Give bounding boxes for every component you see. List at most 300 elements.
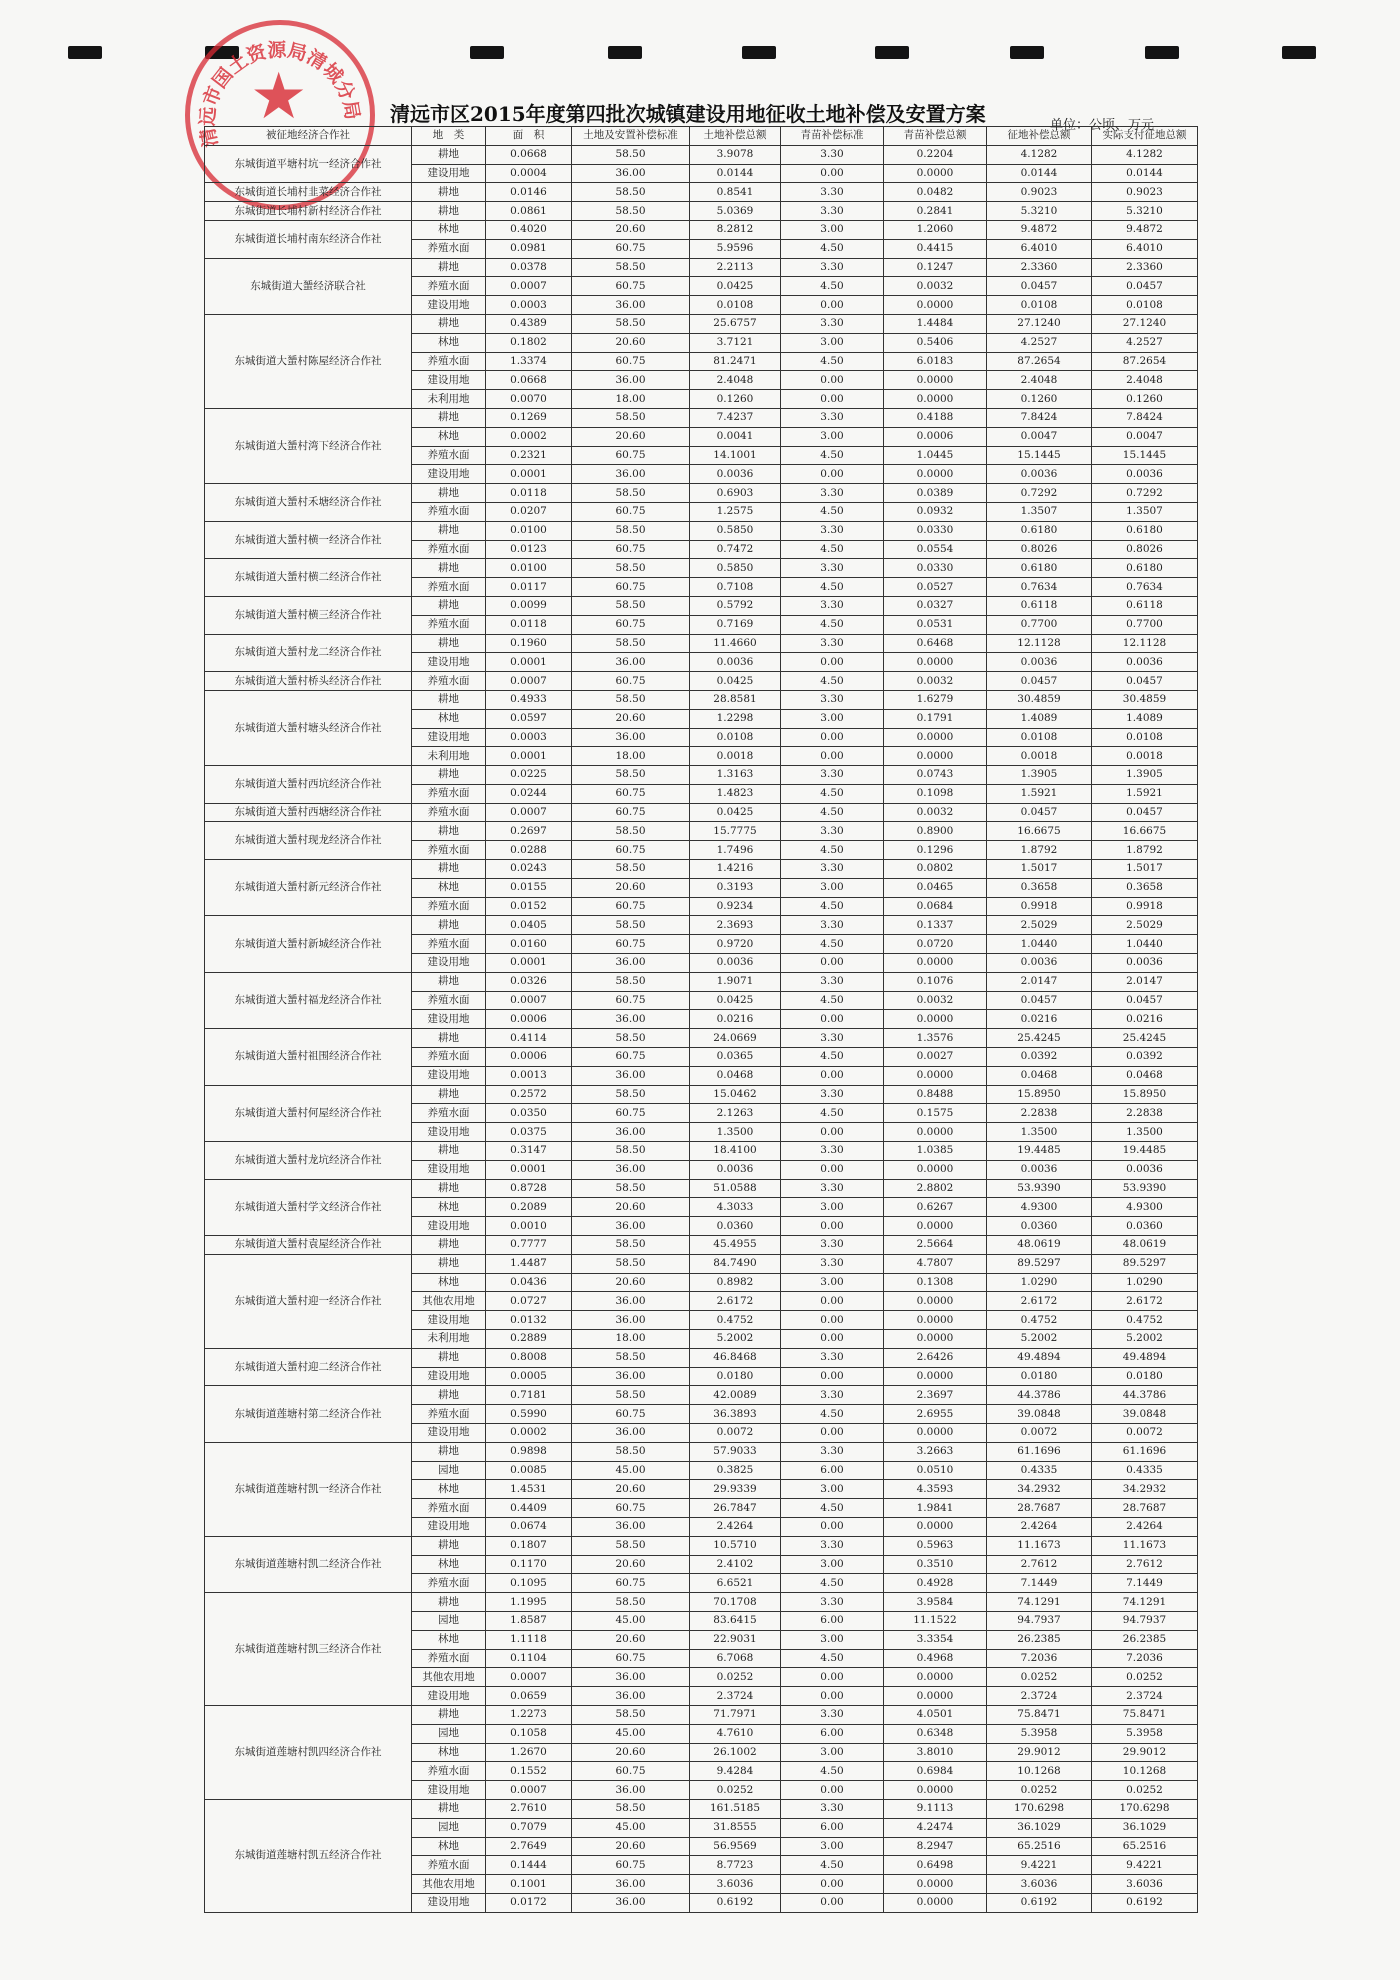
table-cell: 6.00 <box>781 1611 884 1630</box>
cooperative-name-cell: 东城街道长埔村南东经济合作社 <box>205 220 412 258</box>
table-cell: 6.00 <box>781 1724 884 1743</box>
table-cell: 0.5990 <box>486 1405 572 1424</box>
table-cell: 其他农用地 <box>412 1875 486 1894</box>
table-cell: 0.0018 <box>987 747 1092 766</box>
table-row <box>205 1236 1198 1255</box>
table-cell: 养殖水面 <box>412 352 486 371</box>
table-cell: 14.1001 <box>690 446 781 465</box>
table-cell: 20.60 <box>572 1273 690 1292</box>
table-cell: 26.2385 <box>1092 1630 1198 1649</box>
punch-hole <box>470 46 504 59</box>
table-cell: 5.2002 <box>987 1330 1092 1349</box>
table-cell: 1.8792 <box>1092 841 1198 860</box>
table-cell: 0.4409 <box>486 1499 572 1518</box>
table-cell: 0.1337 <box>884 916 987 935</box>
table-cell: 58.50 <box>572 145 690 164</box>
table-cell: 0.0036 <box>1092 1160 1198 1179</box>
cooperative-name-cell: 东城街道大蜑经济联合社 <box>205 258 412 314</box>
table-cell: 耕地 <box>412 1593 486 1612</box>
table-cell: 0.0000 <box>884 1687 987 1706</box>
table-cell: 58.50 <box>572 1348 690 1367</box>
table-cell: 15.0462 <box>690 1085 781 1104</box>
cooperative-name-cell: 东城街道大蜑村横一经济合作社 <box>205 521 412 559</box>
table-row <box>205 521 1198 540</box>
table-cell: 0.0000 <box>884 1311 987 1330</box>
table-cell: 2.6955 <box>884 1405 987 1424</box>
table-cell: 51.0588 <box>690 1179 781 1198</box>
cooperative-name-cell: 东城街道莲塘村凯五经济合作社 <box>205 1799 412 1912</box>
table-cell: 0.7292 <box>987 484 1092 503</box>
table-cell: 34.2932 <box>1092 1480 1198 1499</box>
table-cell: 45.00 <box>572 1611 690 1630</box>
table-cell: 0.00 <box>781 1517 884 1536</box>
table-cell: 0.7634 <box>987 578 1092 597</box>
table-cell: 1.3905 <box>987 766 1092 785</box>
table-cell: 养殖水面 <box>412 1104 486 1123</box>
table-cell: 0.0457 <box>987 991 1092 1010</box>
cooperative-name-cell: 东城街道大蜑村陈屋经济合作社 <box>205 314 412 408</box>
table-cell: 0.0000 <box>884 371 987 390</box>
table-cell: 耕地 <box>412 972 486 991</box>
table-row <box>205 1254 1198 1273</box>
table-cell: 0.00 <box>781 1311 884 1330</box>
table-cell: 36.00 <box>572 296 690 315</box>
table-cell: 58.50 <box>572 521 690 540</box>
table-cell: 0.0072 <box>690 1423 781 1442</box>
table-cell: 0.1308 <box>884 1273 987 1292</box>
table-cell: 0.0482 <box>884 183 987 202</box>
table-cell: 0.0000 <box>884 390 987 409</box>
table-cell: 0.0405 <box>486 916 572 935</box>
table-cell: 2.6426 <box>884 1348 987 1367</box>
table-cell: 林地 <box>412 427 486 446</box>
table-cell: 0.0072 <box>1092 1423 1198 1442</box>
table-cell: 15.1445 <box>987 446 1092 465</box>
table-cell: 3.00 <box>781 1630 884 1649</box>
punch-hole <box>68 46 102 59</box>
table-cell: 建设用地 <box>412 954 486 973</box>
table-cell: 170.6298 <box>987 1799 1092 1818</box>
table-cell: 0.0436 <box>486 1273 572 1292</box>
table-cell: 养殖水面 <box>412 803 486 822</box>
table-cell: 12.1128 <box>987 634 1092 653</box>
table-cell: 0.1260 <box>690 390 781 409</box>
table-cell: 0.0007 <box>486 672 572 691</box>
table-cell: 58.50 <box>572 822 690 841</box>
table-row <box>205 183 1198 202</box>
table-cell: 园地 <box>412 1461 486 1480</box>
table-cell: 0.0007 <box>486 1668 572 1687</box>
table-cell: 0.0108 <box>1092 728 1198 747</box>
table-cell: 0.0244 <box>486 784 572 803</box>
table-cell: 0.7472 <box>690 540 781 559</box>
table-cell: 0.0146 <box>486 183 572 202</box>
table-cell: 4.50 <box>781 935 884 954</box>
table-cell: 4.50 <box>781 540 884 559</box>
table-cell: 耕地 <box>412 634 486 653</box>
table-cell: 58.50 <box>572 972 690 991</box>
table-cell: 74.1291 <box>987 1593 1092 1612</box>
table-cell: 0.0000 <box>884 1123 987 1142</box>
table-cell: 28.7687 <box>987 1499 1092 1518</box>
table-cell: 49.4894 <box>1092 1348 1198 1367</box>
table-cell: 16.6675 <box>987 822 1092 841</box>
table-cell: 1.8587 <box>486 1611 572 1630</box>
table-cell: 0.0425 <box>690 803 781 822</box>
table-cell: 1.2273 <box>486 1705 572 1724</box>
table-cell: 0.0000 <box>884 747 987 766</box>
table-cell: 0.0018 <box>1092 747 1198 766</box>
table-cell: 0.7108 <box>690 578 781 597</box>
table-cell: 36.1029 <box>987 1818 1092 1837</box>
table-cell: 9.1113 <box>884 1799 987 1818</box>
table-cell: 3.00 <box>781 1480 884 1499</box>
table-row <box>205 258 1198 277</box>
table-cell: 0.00 <box>781 747 884 766</box>
table-cell: 3.30 <box>781 258 884 277</box>
table-cell: 36.00 <box>572 1423 690 1442</box>
table-cell: 0.0000 <box>884 1423 987 1442</box>
table-cell: 0.0802 <box>884 860 987 879</box>
table-cell: 0.0327 <box>884 596 987 615</box>
table-cell: 0.0005 <box>486 1367 572 1386</box>
table-cell: 0.0330 <box>884 521 987 540</box>
table-cell: 1.2575 <box>690 502 781 521</box>
table-cell: 0.0180 <box>1092 1367 1198 1386</box>
table-cell: 15.1445 <box>1092 446 1198 465</box>
cooperative-name-cell: 东城街道莲塘村凯四经济合作社 <box>205 1705 412 1799</box>
table-cell: 22.9031 <box>690 1630 781 1649</box>
table-cell: 0.0457 <box>987 277 1092 296</box>
table-cell: 3.30 <box>781 145 884 164</box>
table-cell: 0.0252 <box>987 1781 1092 1800</box>
table-cell: 3.30 <box>781 1799 884 1818</box>
table-cell: 15.7775 <box>690 822 781 841</box>
table-cell: 6.4010 <box>987 239 1092 258</box>
table-cell: 0.6192 <box>690 1893 781 1912</box>
table-cell: 4.7807 <box>884 1254 987 1273</box>
table-cell: 0.0000 <box>884 164 987 183</box>
table-cell: 1.0290 <box>1092 1273 1198 1292</box>
table-cell: 0.00 <box>781 1875 884 1894</box>
table-cell: 林地 <box>412 878 486 897</box>
table-body <box>205 145 1198 1912</box>
table-cell: 5.9596 <box>690 239 781 258</box>
table-cell: 0.0252 <box>1092 1781 1198 1800</box>
cooperative-name-cell: 东城街道莲塘村凯二经济合作社 <box>205 1536 412 1592</box>
table-cell: 0.0457 <box>1092 277 1198 296</box>
table-cell: 60.75 <box>572 352 690 371</box>
table-row <box>205 1348 1198 1367</box>
table-row <box>205 202 1198 221</box>
table-cell: 0.00 <box>781 1292 884 1311</box>
table-cell: 1.3500 <box>1092 1123 1198 1142</box>
cooperative-name-cell: 东城街道大蜑村学文经济合作社 <box>205 1179 412 1235</box>
table-cell: 其他农用地 <box>412 1668 486 1687</box>
table-cell: 2.3724 <box>690 1687 781 1706</box>
table-cell: 0.00 <box>781 1668 884 1687</box>
table-cell: 4.3593 <box>884 1480 987 1499</box>
table-cell: 4.7610 <box>690 1724 781 1743</box>
table-cell: 建设用地 <box>412 465 486 484</box>
table-cell: 60.75 <box>572 803 690 822</box>
cooperative-name-cell: 东城街道长埔村新村经济合作社 <box>205 202 412 221</box>
table-cell: 0.1260 <box>1092 390 1198 409</box>
table-cell: 0.0007 <box>486 277 572 296</box>
table-cell: 3.30 <box>781 1348 884 1367</box>
table-cell: 1.2060 <box>884 220 987 239</box>
table-cell: 3.30 <box>781 1029 884 1048</box>
table-cell: 3.30 <box>781 690 884 709</box>
table-cell: 0.2572 <box>486 1085 572 1104</box>
table-cell: 75.8471 <box>987 1705 1092 1724</box>
table-cell: 94.7937 <box>1092 1611 1198 1630</box>
table-cell: 1.4487 <box>486 1254 572 1273</box>
table-cell: 58.50 <box>572 860 690 879</box>
table-cell: 0.0018 <box>690 747 781 766</box>
table-cell: 0.0032 <box>884 803 987 822</box>
table-cell: 29.9339 <box>690 1480 781 1499</box>
table-cell: 5.3958 <box>1092 1724 1198 1743</box>
table-cell: 园地 <box>412 1611 486 1630</box>
table-cell: 2.1263 <box>690 1104 781 1123</box>
table-cell: 0.0457 <box>987 672 1092 691</box>
table-cell: 0.0425 <box>690 991 781 1010</box>
table-cell: 36.1029 <box>1092 1818 1198 1837</box>
table-cell: 46.8468 <box>690 1348 781 1367</box>
column-header: 土地补偿总额 <box>690 127 781 146</box>
table-cell: 5.2002 <box>690 1330 781 1349</box>
table-cell: 3.6036 <box>1092 1875 1198 1894</box>
table-cell: 0.4752 <box>1092 1311 1198 1330</box>
cooperative-name-cell: 东城街道莲塘村凯三经济合作社 <box>205 1593 412 1706</box>
table-cell: 58.50 <box>572 690 690 709</box>
table-cell: 3.30 <box>781 766 884 785</box>
table-cell: 12.1128 <box>1092 634 1198 653</box>
table-cell: 9.4872 <box>1092 220 1198 239</box>
cooperative-name-cell: 东城街道莲塘村第二经济合作社 <box>205 1386 412 1442</box>
table-cell: 0.0172 <box>486 1893 572 1912</box>
table-cell: 0.0743 <box>884 766 987 785</box>
table-cell: 林地 <box>412 1480 486 1499</box>
table-cell: 2.7612 <box>1092 1555 1198 1574</box>
table-cell: 耕地 <box>412 258 486 277</box>
table-row <box>205 1386 1198 1405</box>
table-cell: 0.6498 <box>884 1856 987 1875</box>
table-cell: 58.50 <box>572 202 690 221</box>
table-cell: 0.0036 <box>1092 465 1198 484</box>
table-cell: 36.00 <box>572 1668 690 1687</box>
table-cell: 20.60 <box>572 1555 690 1574</box>
table-cell: 0.0000 <box>884 296 987 315</box>
cooperative-name-cell: 东城街道大蜑村袁屋经济合作社 <box>205 1236 412 1255</box>
table-cell: 0.0727 <box>486 1292 572 1311</box>
table-cell: 0.6192 <box>987 1893 1092 1912</box>
table-cell: 养殖水面 <box>412 897 486 916</box>
table-cell: 0.6903 <box>690 484 781 503</box>
table-cell: 34.2932 <box>987 1480 1092 1499</box>
table-cell: 耕地 <box>412 183 486 202</box>
table-cell: 2.3360 <box>987 258 1092 277</box>
table-cell: 60.75 <box>572 578 690 597</box>
cooperative-name-cell: 东城街道大蜑村何屋经济合作社 <box>205 1085 412 1141</box>
table-cell: 36.00 <box>572 1292 690 1311</box>
table-row <box>205 1536 1198 1555</box>
table-cell: 0.00 <box>781 1160 884 1179</box>
table-cell: 0.0036 <box>690 465 781 484</box>
table-cell: 7.1449 <box>1092 1574 1198 1593</box>
table-cell: 0.00 <box>781 465 884 484</box>
table-cell: 0.1247 <box>884 258 987 277</box>
table-cell: 7.2036 <box>987 1649 1092 1668</box>
table-cell: 60.75 <box>572 1856 690 1875</box>
table-cell: 58.50 <box>572 258 690 277</box>
table-cell: 0.0465 <box>884 878 987 897</box>
table-cell: 60.75 <box>572 277 690 296</box>
table-cell: 0.6118 <box>1092 596 1198 615</box>
table-cell: 0.0001 <box>486 747 572 766</box>
table-cell: 4.50 <box>781 352 884 371</box>
column-header: 青苗补偿标准 <box>781 127 884 146</box>
table-cell: 林地 <box>412 709 486 728</box>
column-header: 青苗补偿总额 <box>884 127 987 146</box>
table-cell: 园地 <box>412 1724 486 1743</box>
table-cell: 60.75 <box>572 935 690 954</box>
table-row <box>205 408 1198 427</box>
cooperative-name-cell: 东城街道大蜑村迎二经济合作社 <box>205 1348 412 1386</box>
table-cell: 3.30 <box>781 1536 884 1555</box>
table-cell: 0.0001 <box>486 954 572 973</box>
table-cell: 2.4048 <box>987 371 1092 390</box>
table-cell: 建设用地 <box>412 1160 486 1179</box>
table-cell: 1.4216 <box>690 860 781 879</box>
table-cell: 83.6415 <box>690 1611 781 1630</box>
table-cell: 0.0003 <box>486 728 572 747</box>
table-cell: 3.30 <box>781 314 884 333</box>
table-cell: 58.50 <box>572 183 690 202</box>
table-cell: 1.4089 <box>987 709 1092 728</box>
table-cell: 0.0160 <box>486 935 572 954</box>
table-cell: 65.2516 <box>987 1837 1092 1856</box>
table-cell: 58.50 <box>572 1442 690 1461</box>
column-header: 面 积 <box>486 127 572 146</box>
table-cell: 0.1575 <box>884 1104 987 1123</box>
table-cell: 58.50 <box>572 634 690 653</box>
table-cell: 1.4484 <box>884 314 987 333</box>
table-cell: 29.9012 <box>987 1743 1092 1762</box>
table-cell: 养殖水面 <box>412 1762 486 1781</box>
table-cell: 71.7971 <box>690 1705 781 1724</box>
table-cell: 0.4335 <box>1092 1461 1198 1480</box>
table-cell: 20.60 <box>572 220 690 239</box>
table-cell: 0.0932 <box>884 502 987 521</box>
table-cell: 1.5017 <box>987 860 1092 879</box>
table-cell: 1.2298 <box>690 709 781 728</box>
table-row <box>205 916 1198 935</box>
cooperative-name-cell: 东城街道大蜑村湾下经济合作社 <box>205 408 412 483</box>
cooperative-name-cell: 东城街道大蜑村桥头经济合作社 <box>205 672 412 691</box>
table-cell: 0.7181 <box>486 1386 572 1405</box>
table-cell: 1.0440 <box>1092 935 1198 954</box>
compensation-table <box>204 126 1198 1913</box>
table-cell: 养殖水面 <box>412 784 486 803</box>
table-cell: 0.8728 <box>486 1179 572 1198</box>
table-cell: 2.5029 <box>987 916 1092 935</box>
table-cell: 0.0000 <box>884 1875 987 1894</box>
table-cell: 0.00 <box>781 1123 884 1142</box>
table-cell: 0.0036 <box>690 653 781 672</box>
table-cell: 58.50 <box>572 1029 690 1048</box>
table-cell: 林地 <box>412 1555 486 1574</box>
table-cell: 1.4823 <box>690 784 781 803</box>
table-cell: 3.30 <box>781 1142 884 1161</box>
table-cell: 耕地 <box>412 408 486 427</box>
table-cell: 3.00 <box>781 1198 884 1217</box>
table-cell: 2.5664 <box>884 1236 987 1255</box>
table-cell: 0.1807 <box>486 1536 572 1555</box>
table-cell: 0.2889 <box>486 1330 572 1349</box>
table-cell: 0.0597 <box>486 709 572 728</box>
table-cell: 2.3724 <box>1092 1687 1198 1706</box>
table-cell: 1.1118 <box>486 1630 572 1649</box>
seal-text: 清远市国土资源局清城分局 <box>196 39 364 149</box>
table-cell: 3.30 <box>781 972 884 991</box>
table-cell: 0.6180 <box>1092 521 1198 540</box>
table-cell: 0.0425 <box>690 672 781 691</box>
cooperative-name-cell: 东城街道大蜑村新元经济合作社 <box>205 860 412 916</box>
table-cell: 10.1268 <box>987 1762 1092 1781</box>
table-cell: 15.8950 <box>1092 1085 1198 1104</box>
table-cell: 0.0360 <box>690 1217 781 1236</box>
table-cell: 林地 <box>412 1743 486 1762</box>
cooperative-name-cell: 东城街道大蜑村龙坑经济合作社 <box>205 1142 412 1180</box>
cooperative-name-cell: 东城街道大蜑村西塘经济合作社 <box>205 803 412 822</box>
table-cell: 4.9300 <box>987 1198 1092 1217</box>
table-cell: 耕地 <box>412 1085 486 1104</box>
table-cell: 5.3958 <box>987 1724 1092 1743</box>
table-cell: 58.50 <box>572 484 690 503</box>
table-cell: 3.30 <box>781 183 884 202</box>
table-cell: 建设用地 <box>412 1010 486 1029</box>
table-cell: 45.00 <box>572 1461 690 1480</box>
table-cell: 60.75 <box>572 784 690 803</box>
punch-hole <box>742 46 776 59</box>
table-cell: 1.9841 <box>884 1499 987 1518</box>
table-cell: 48.0619 <box>1092 1236 1198 1255</box>
table-cell: 养殖水面 <box>412 615 486 634</box>
table-cell: 耕地 <box>412 202 486 221</box>
table-cell: 44.3786 <box>987 1386 1092 1405</box>
table-cell: 3.30 <box>781 202 884 221</box>
cooperative-name-cell: 东城街道大蜑村新城经济合作社 <box>205 916 412 972</box>
table-row <box>205 803 1198 822</box>
table-cell: 养殖水面 <box>412 578 486 597</box>
table-cell: 0.0000 <box>884 1330 987 1349</box>
table-cell: 0.1170 <box>486 1555 572 1574</box>
table-cell: 0.0032 <box>884 991 987 1010</box>
table-cell: 0.0041 <box>690 427 781 446</box>
table-cell: 0.00 <box>781 1781 884 1800</box>
table-cell: 0.8900 <box>884 822 987 841</box>
table-cell: 0.0108 <box>690 296 781 315</box>
table-cell: 6.00 <box>781 1461 884 1480</box>
table-cell: 园地 <box>412 1818 486 1837</box>
punch-hole <box>875 46 909 59</box>
table-row <box>205 314 1198 333</box>
table-cell: 1.3576 <box>884 1029 987 1048</box>
table-cell: 0.0002 <box>486 1423 572 1442</box>
table-cell: 0.0216 <box>690 1010 781 1029</box>
